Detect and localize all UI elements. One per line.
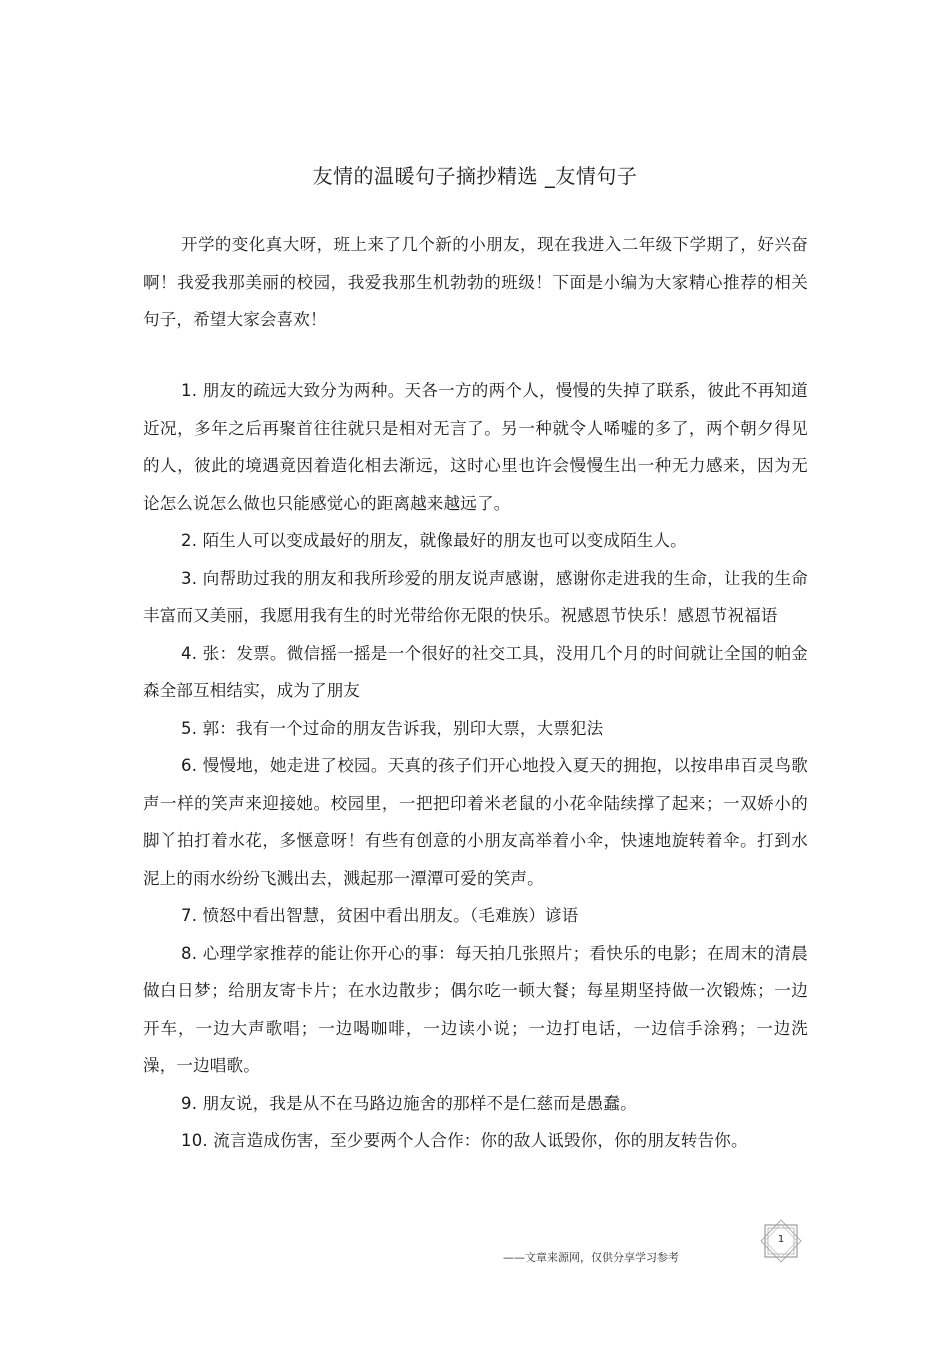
list-item: 2. 陌生人可以变成最好的朋友，就像最好的朋友也可以变成陌生人。 [181,531,687,550]
list-item: 10. 流言造成伤害，至少要两个人合作：你的敌人诋毁你，你的朋友转告你。 [181,1131,748,1150]
intro-paragraph [143,226,808,339]
list-item: 7. 愤怒中看出智慧，贫困中看出朋友。（毛难族）谚语 [181,906,579,925]
intro-text: 开学的变化真大呀，班上来了几个新的小朋友，现在我进入二年级下学期了，好兴奋啊！我爱我那美丽的校园，我爱我那生机勃勃的班级！下面是小编为大家精心推荐的相关句子，希望大家会喜欢！ [143,235,808,329]
page-number-badge [757,1219,805,1263]
page-title: 友情的温暖句子摘抄精选 _友情句子 [312,164,638,188]
page-number: 1 [777,1234,785,1245]
footer-source-note: ——文章来源网，仅供分享学习参考 [503,1251,679,1264]
list-item: 5. 郭：我有一个过命的朋友告诉我，别印大票，大票犯法 [181,718,604,738]
list-item: 6. 慢慢地，她走进了校园。天真的孩子们开心地投入夏天的拥抱，以按串串百灵鸟歌声一样的笑声来迎接她。校园里，一把把印着米老鼠的小花伞陆续撑了起来；一双娇小的脚丫拍打着水花，多惬意呀！有些有创意的小朋友高举着小伞，快速地旋转着伞。打到水泥上的雨水纷纷飞溅出去，溅起那一潭潭可爱的笑声。 [143,756,808,888]
list-item: 3. 向帮助过我的朋友和我所珍爱的朋友说声感谢，感谢你走进我的生命，让我的生命丰富而又美丽，我愿用我有生的时光带给你无限的快乐。祝感恩节快乐！感恩节祝福语 [143,568,808,625]
list-item: 1. 朋友的疏远大致分为两种。天各一方的两个人，慢慢的失掉了联系，彼此不再知道近况，多年之后再聚首往往就只是相对无言了。另一种就令人唏嘘的多了，两个朝夕得见的人，彼此的境遇竟因着造化相去渐远，这时心里也许会慢慢生出一种无力感来，因为无论怎么说怎么做也只能感觉心的距离越来越远了。 [143,381,808,513]
list-item: 8. 心理学家推荐的能让你开心的事：每天拍几张照片；看快乐的电影；在周末的清晨做白日梦；给朋友寄卡片；在水边散步；偶尔吃一顿大餐；每星期坚持做一次锻炼；一边开车，一边大声歌唱；一边喝咖啡，一边读小说；一边打电话，一边信手涂鸦；一边洗澡，一边唱歌。 [143,943,808,1075]
list-item: 4. 张：发票。微信摇一摇是一个很好的社交工具，没用几个月的时间就让全国的帕金森全部互相结实，成为了朋友 [143,643,808,700]
list-item: 9. 朋友说，我是从不在马路边施舍的那样不是仁慈而是愚蠢。 [181,1093,637,1113]
sentence-list [143,372,808,1160]
